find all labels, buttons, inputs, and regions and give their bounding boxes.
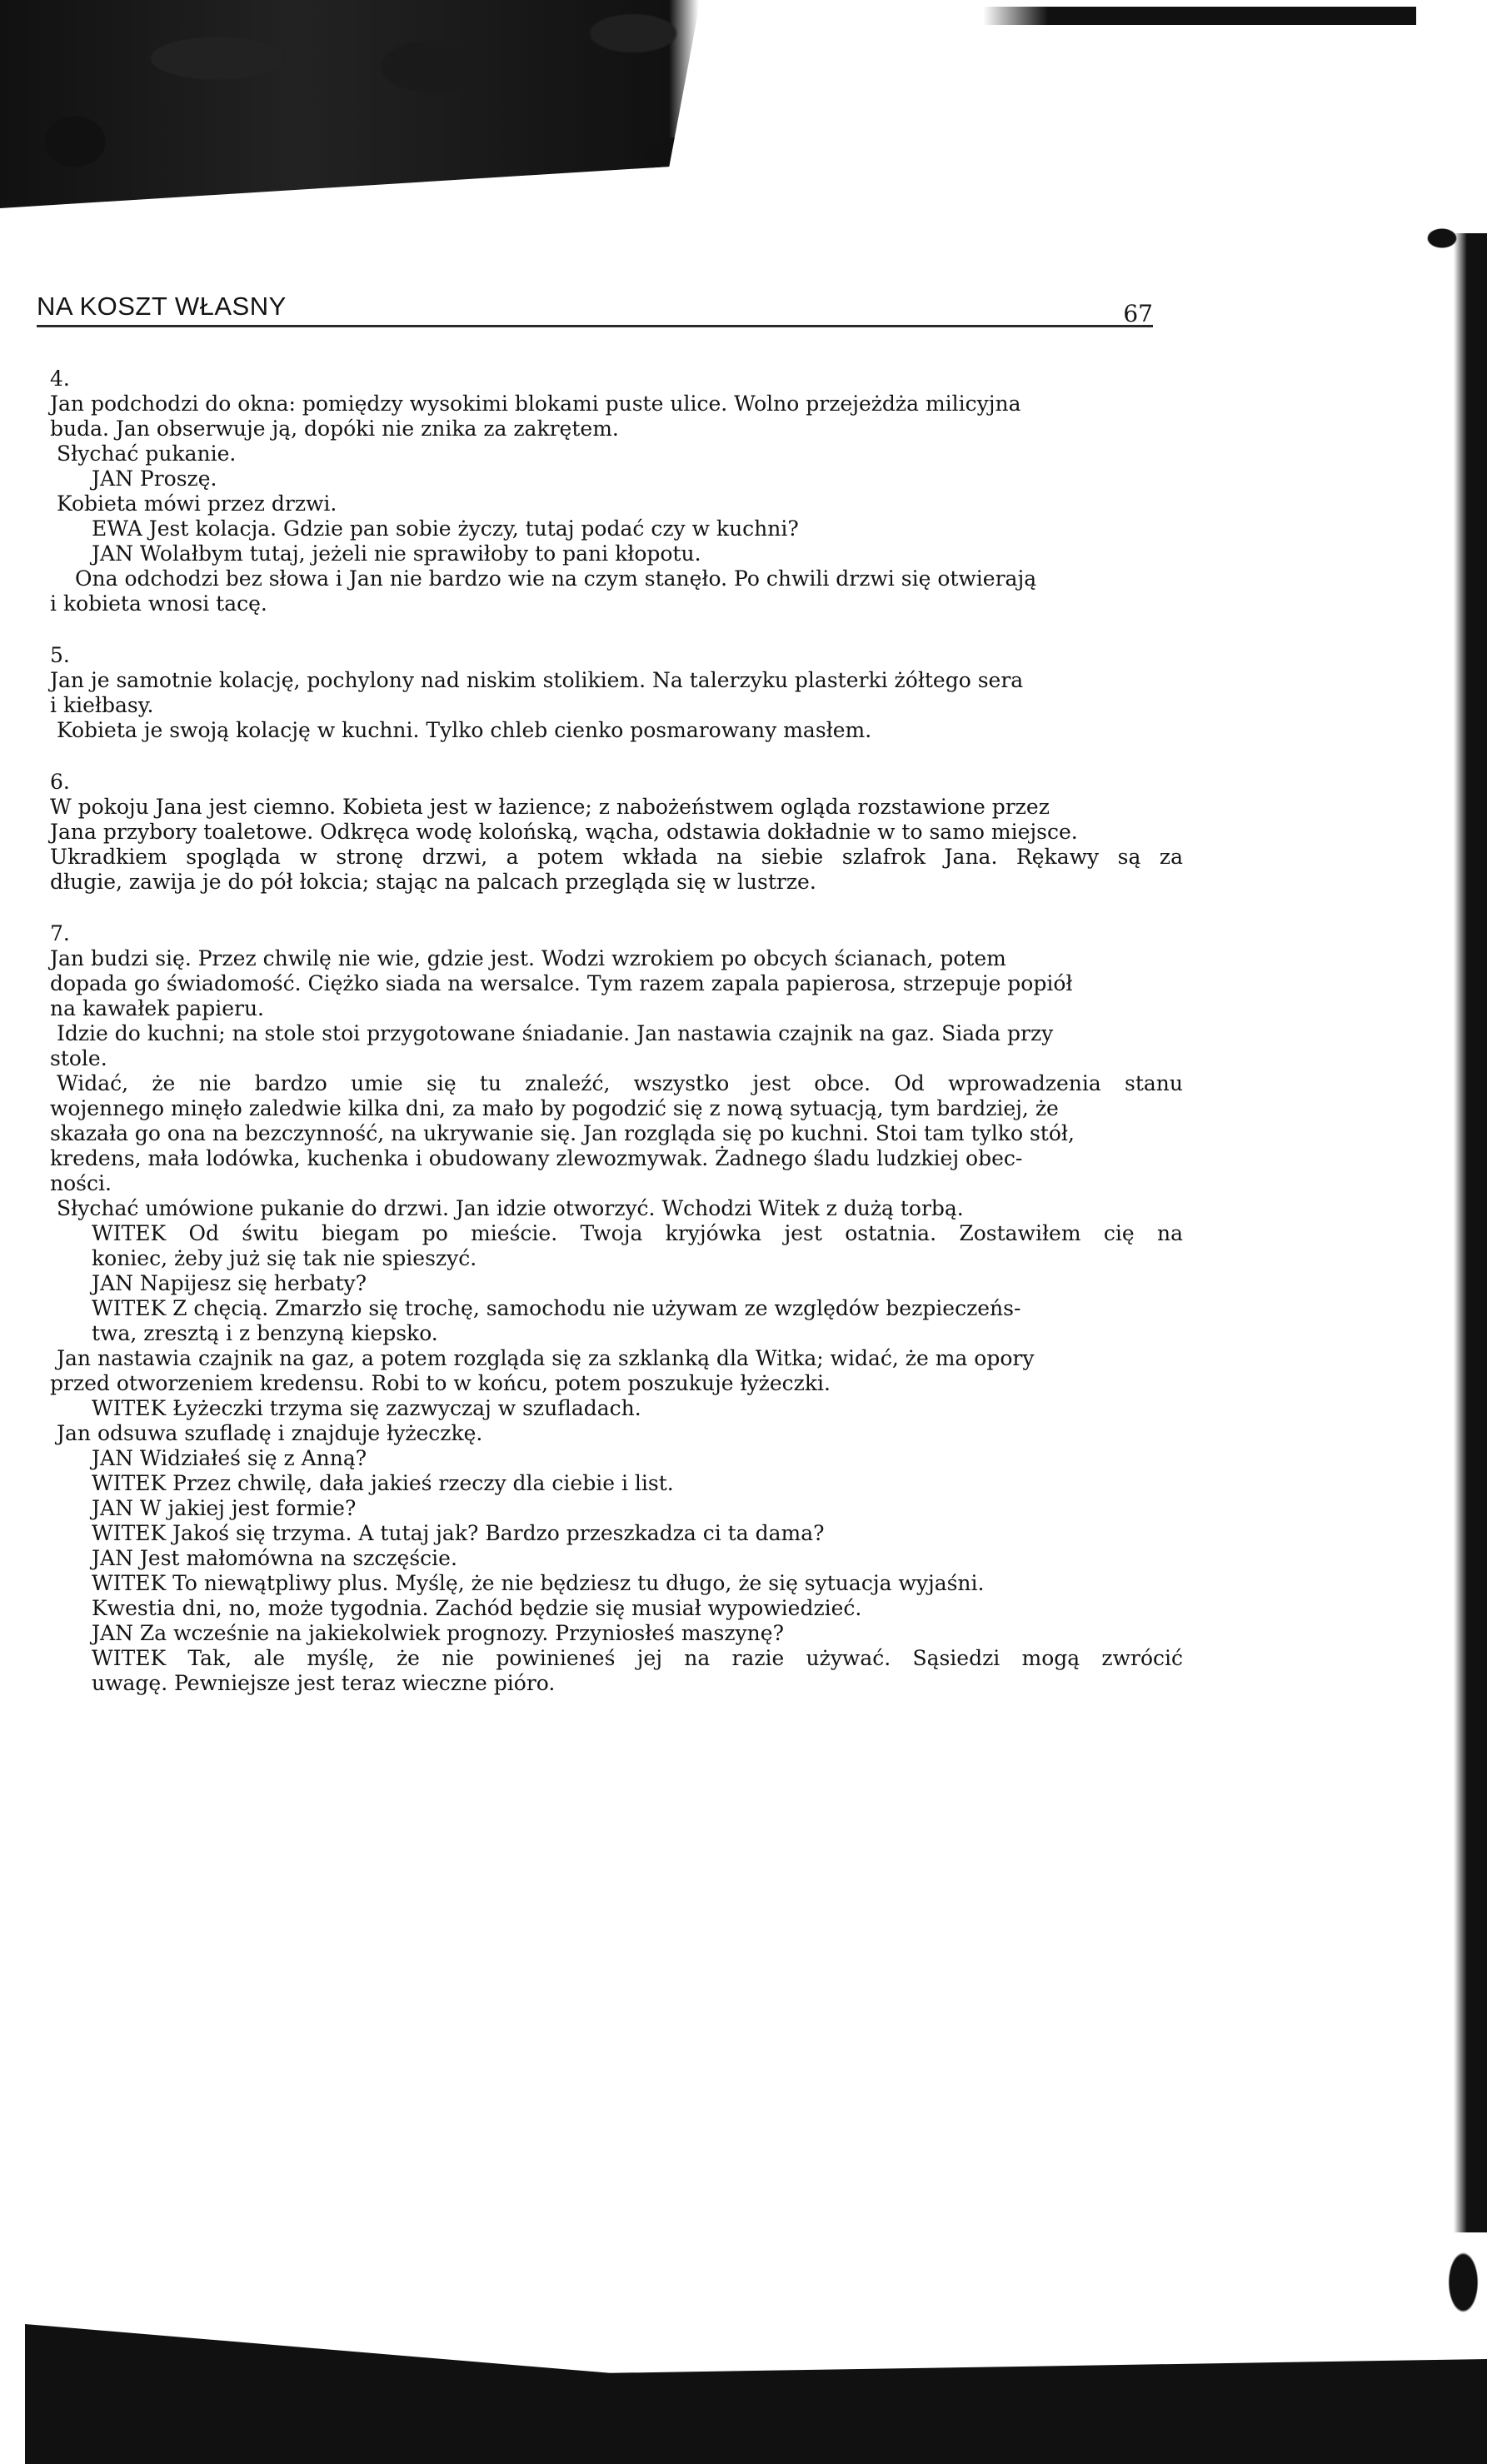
- text-line: JAN Napijesz się herbaty?: [92, 1271, 367, 1295]
- text-line: JAN Jest małomówna na szczęście.: [92, 1546, 457, 1570]
- scan-shadow-bottom: [25, 2324, 1487, 2464]
- text-line: stole.: [50, 1046, 107, 1070]
- text-line: kredens, mała lodówka, kuchenka i obudowany zlewozmywak. Żadnego śladu ludzkiej obec-: [50, 1146, 1023, 1170]
- text-line: przed otworzeniem kredensu. Robi to w końcu, potem poszukuje łyżeczki.: [50, 1371, 831, 1395]
- text-line: WITEK Jakoś się trzyma. A tutaj jak? Bardzo przeszkadza ci ta dama?: [92, 1521, 825, 1545]
- text-line: i kiełbasy.: [50, 693, 154, 717]
- running-title: NA KOSZT WŁASNY: [37, 292, 287, 321]
- text-line: EWA Jest kolacja. Gdzie pan sobie życzy, tutaj podać czy w kuchni?: [92, 516, 799, 541]
- text-line: Ukradkiem spogląda w stronę drzwi, a potem wkłada na siebie szlafrok Jana. Rękawy są za: [50, 845, 1183, 869]
- text-line: JAN Widziałeś się z Anną?: [92, 1446, 367, 1470]
- text-line: twa, zresztą i z benzyną kiepsko.: [92, 1321, 438, 1345]
- text-line: Jan budzi się. Przez chwilę nie wie, gdzie jest. Wodzi wzrokiem po obcych ścianach, potem: [50, 946, 1006, 970]
- text-line: Jan odsuwa szufladę i znajduje łyżeczkę.: [57, 1421, 483, 1445]
- text-line: JAN W jakiej jest formie?: [92, 1496, 357, 1520]
- text-line: ności.: [50, 1171, 112, 1195]
- text-line: Ona odchodzi bez słowa i Jan nie bardzo wie na czym stanęło. Po chwili drzwi się otwierają: [75, 566, 1037, 591]
- scan-mark-bottom-right: [1408, 2207, 1487, 2332]
- scan-shadow-top-right: [983, 7, 1416, 25]
- text-line: W pokoju Jana jest ciemno. Kobieta jest w łazience; z nabożeństwem ogląda rozstawione przez: [50, 795, 1050, 819]
- text-line: Kobieta je swoją kolację w kuchni. Tylko chleb cienko posmarowany masłem.: [57, 718, 872, 742]
- scene-number: 4.: [50, 367, 70, 391]
- text-line: Słychać umówione pukanie do drzwi. Jan idzie otworzyć. Wchodzi Witek z dużą torbą.: [57, 1196, 964, 1220]
- text-line: skazała go ona na bezczynność, na ukrywanie się. Jan rozgląda się po kuchni. Stoi tam tylko stół,: [50, 1121, 1075, 1145]
- text-line: Jan nastawia czajnik na gaz, a potem rozgląda się za szklanką dla Witka; widać, że ma opory: [57, 1346, 1035, 1370]
- text-line: Jan podchodzi do okna: pomiędzy wysokimi blokami puste ulice. Wolno przejeżdża milicyjna: [50, 392, 1021, 416]
- scan-shadow-right-edge: [1454, 233, 1487, 2232]
- scene-number: 7.: [50, 921, 70, 945]
- text-line: JAN Wolałbym tutaj, jeżeli nie sprawiłoby to pani kłopotu.: [92, 541, 701, 566]
- text-line: Idzie do kuchni; na stole stoi przygotowane śniadanie. Jan nastawia czajnik na gaz. Siada przy: [57, 1021, 1054, 1045]
- text-line: na kawałek papieru.: [50, 996, 265, 1020]
- text-line: buda. Jan obserwuje ją, dopóki nie znika za zakrętem.: [50, 416, 619, 441]
- page-number: 67: [1123, 300, 1153, 327]
- text-line: długie, zawija je do pół łokcia; stając na palcach przegląda się w lustrze.: [50, 870, 816, 894]
- text-line: Kobieta mówi przez drzwi.: [57, 491, 337, 516]
- text-line: JAN Za wcześnie na jakiekolwiek prognozy. Przyniosłeś maszynę?: [92, 1621, 784, 1645]
- scene-number: 5.: [50, 643, 70, 667]
- text-line: Jan je samotnie kolację, pochylony nad niskim stolikiem. Na talerzyku plasterki żółtego sera: [50, 668, 1024, 692]
- text-line: Słychać pukanie.: [57, 441, 237, 466]
- scene-number: 6.: [50, 770, 70, 794]
- text-line: Widać, że nie bardzo umie się tu znaleźć, wszystko jest obce. Od wprowadzenia stanu: [57, 1071, 1183, 1095]
- text-line: WITEK Z chęcią. Zmarzło się trochę, samochodu nie używam ze względów bezpieczeńs-: [92, 1296, 1021, 1320]
- text-line: Jana przybory toaletowe. Odkręca wodę kolońską, wącha, odstawia dokładnie w to samo miejsce.: [50, 820, 1078, 844]
- scan-shadow-top: [0, 0, 1487, 208]
- text-line: Kwestia dni, no, może tygodnia. Zachód będzie się musiał wypowiedzieć.: [92, 1596, 862, 1620]
- text-line: JAN Proszę.: [92, 466, 217, 491]
- text-line: WITEK Od świtu biegam po mieście. Twoja kryjówka jest ostatnia. Zostawiłem cię na: [92, 1221, 1183, 1245]
- text-line: WITEK Tak, ale myślę, że nie powinieneś jej na razie używać. Sąsiedzi mogą zwrócić: [92, 1646, 1183, 1670]
- text-line: wojennego minęło zaledwie kilka dni, za mało by pogodzić się z nową sytuacją, tym bardziej, że: [50, 1096, 1059, 1120]
- text-line: WITEK Łyżeczki trzyma się zazwyczaj w szufladach.: [92, 1396, 641, 1420]
- page-body: [50, 367, 1183, 1696]
- text-line: WITEK Przez chwilę, dała jakieś rzeczy dla ciebie i list.: [92, 1471, 674, 1495]
- text-line: dopada go świadomość. Ciężko siada na wersalce. Tym razem zapala papierosa, strzepuje popiół: [50, 971, 1073, 995]
- text-line: WITEK To niewątpliwy plus. Myślę, że nie będziesz tu długo, że się sytuacja wyjaśni.: [92, 1571, 985, 1595]
- text-line: i kobieta wnosi tacę.: [50, 591, 267, 616]
- text-line: uwagę. Pewniejsze jest teraz wieczne pióro.: [92, 1671, 556, 1695]
- text-line: koniec, żeby już się tak nie spieszyć.: [92, 1246, 477, 1270]
- running-header: [37, 275, 1153, 327]
